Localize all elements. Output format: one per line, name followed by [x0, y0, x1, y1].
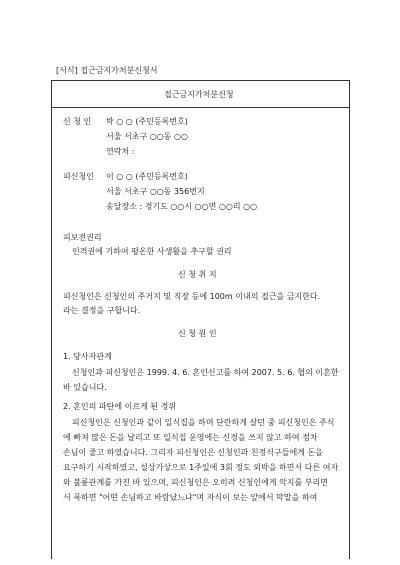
- body-line: 바 있습니다.: [63, 383, 107, 392]
- applicant-contact: 연락처 :: [106, 147, 135, 156]
- body-line: 에 빠져 많은 돈을 날리고 또 일식집 운영에는 신경을 쓰지 않고 하여 점차: [63, 433, 318, 442]
- document-title: 접근금지가처분신청: [164, 90, 234, 99]
- applicant-label: 신 청 인: [63, 117, 92, 126]
- title-divider: [51, 107, 350, 108]
- applicant-address: 서울 서초구 ○○동 ○○: [106, 132, 188, 141]
- body-line: 피신청인은 신청인과 같이 일식집을 하며 단란하게 살던 중 피신청인은 주식: [72, 418, 335, 427]
- respondent-service-address: 송달장소 : 경기도 ○○시 ○○면 ○○리 ○○: [106, 202, 258, 211]
- purpose-line: 라는 결정을 구합니다.: [63, 306, 141, 315]
- section-title: 1. 당사자관계: [63, 352, 112, 361]
- body-line: 요구하기 시작하였고, 설상가상으로 1주일에 3회 정도 외박을 하면서 다른 여자: [63, 463, 339, 472]
- body-line: 신청인과 피신청인은 1999. 4. 6. 혼인신고를 하여 2007. 5. 6. 협의 이혼한: [72, 368, 339, 377]
- body-line: 서 폭하면 "어떤 손님하고 바람났느냐"며 자식이 보는 앞에서 막말을 하여: [63, 493, 318, 502]
- reasons-heading: 신 청 원 인: [178, 329, 217, 338]
- applicant-name: 박 ○ ○ (주민등록번호): [106, 117, 188, 126]
- body-line: 와 불륜관계를 가진 바 있으며, 피신청인은 오히려 신청인에게 악지를 부리면: [63, 478, 328, 487]
- form-tag: [서식] 접근금지가처분신청서: [56, 66, 158, 75]
- protected-right-text: 인격권에 기하여 평온한 사생활을 추구할 권리: [72, 247, 232, 256]
- purpose-line: 피신청인은 신청인의 주거지 및 직장 등에 100m 이내의 접근을 금지한다.: [63, 292, 321, 301]
- protected-right-heading: 피보전권리: [63, 233, 102, 242]
- section-title: 2. 혼인의 파탄에 이르게 된 경위: [63, 402, 177, 411]
- purpose-heading: 신 청 취 지: [178, 270, 217, 279]
- respondent-label: 피신청인: [63, 172, 94, 181]
- body-line: 손님이 줄고 하였습니다. 그리자 피신청인은 신청인과 친정식구들에게 돈을: [63, 448, 323, 457]
- respondent-name: 이 ○ ○ (주민등록번호): [106, 172, 188, 181]
- respondent-address: 서울 서초구 ○○동 356번지: [106, 187, 205, 196]
